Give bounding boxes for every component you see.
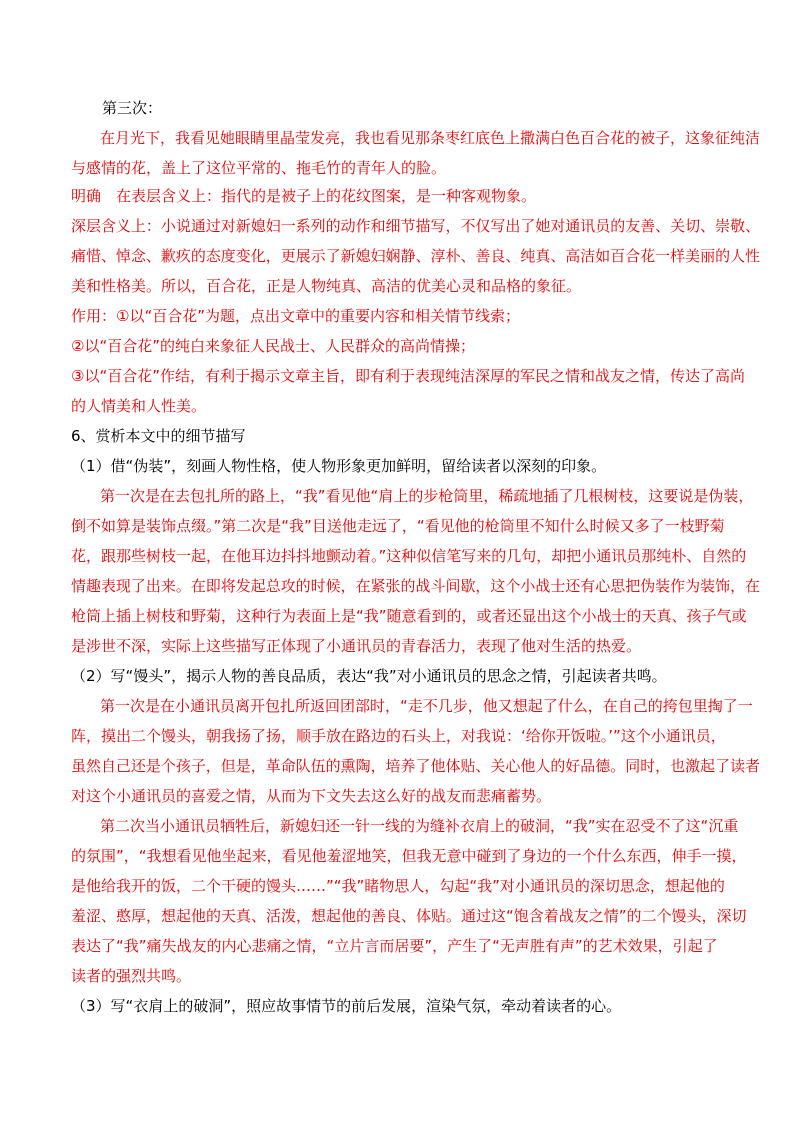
text-line: 对这个小通讯员的喜爱之情，从而为下文失去这么好的战友而悲痛蓄势。 — [71, 787, 552, 805]
text-line: 情趣表现了出来。在即将发起总攻的时候，在紧张的战斗间歇，这个小战士还有心思把伪装作为装饰，在 — [71, 577, 761, 595]
text-line: 的氛围”，“我想看见他坐起来，看见他羞涩地笑，但我无意中碰到了身边的一个什么东西，伸手一摸， — [71, 847, 747, 865]
text-line: 读者的强烈共鸣。 — [71, 967, 192, 985]
text-line: 美和性格美。所以，百合花，正是人物纯真、高洁的优美心灵和品格的象征。 — [71, 277, 582, 295]
text-line: 第三次： — [102, 99, 163, 117]
text-line: ②以“百合花”的纯白来象征人民战士、人民群众的高尚情操； — [71, 337, 475, 355]
text-line: 第一次是在小通讯员离开包扎所返回团部时，“走不几步，他又想起了什么，在自己的挎包里掏了一 — [100, 697, 753, 715]
subheading: （1）借“伪装”，刻画人物性格，使人物形象更加鲜明，留给读者以深刻的印象。 — [71, 457, 607, 475]
text-line: ③以“百合花”作结，有利于揭示文章主旨，即有利于表现纯洁深厚的军民之情和战友之情，传达了高尚 — [71, 367, 745, 385]
text-line: 表达了“我”痛失战友的内心悲痛之情，“立片言而居要”，产生了“无声胜有声”的艺术效果，引起了 — [71, 937, 718, 955]
section-heading: 6、赏析本文中的细节描写 — [71, 427, 246, 445]
text-line: 深层含义上：小说通过对新媳妇一系列的动作和细节描写，不仅写出了她对通讯员的友善、关切、崇敬、 — [71, 217, 761, 235]
text-line: 明确 在表层含义上：指代的是被子上的花纹图案，是一种客观物象。 — [71, 187, 537, 205]
text-line: 第二次当小通讯员牺牲后，新媳妇还一针一线的为缝补衣肩上的破洞，“我”实在忍受不了这“沉重 — [100, 817, 739, 835]
subheading: （2）写“馒头”，揭示人物的善良品质，表达“我”对小通讯员的思念之情，引起读者共鸣。 — [71, 667, 667, 685]
text-line: 枪筒上插上树枝和野菊，这种行为表面上是“我”随意看到的，或者还显出这个小战士的天真、孩子气或 — [71, 607, 747, 625]
text-line: 与感情的花，盖上了这位平常的、拖毛竹的青年人的脸。 — [71, 159, 447, 177]
text-line: 是他给我开的饭，二个干硬的馒头……”“我”睹物思人，勾起“我”对小通讯员的深切思念，想起他的 — [71, 877, 725, 895]
text-line: 痛惜、悼念、歉疚的态度变化，更展示了新媳妇娴静、淳朴、善良、纯真、高洁如百合花一样美丽的人性 — [71, 247, 761, 265]
text-line: 虽然自己还是个孩子，但是，革命队伍的熏陶，培养了他体贴、关心他人的好品德。同时，也激起了读者 — [71, 757, 761, 775]
text-line: 是涉世不深，实际上这些描写正体现了小通讯员的青春活力，表现了他对生活的热爱。 — [71, 637, 642, 655]
text-line: 倒不如算是装饰点缀。”第二次是“我”目送他走远了，“看见他的枪筒里不知什么时候又多了一枝野菊 — [71, 517, 725, 535]
text-line: 第一次是在去包扎所的路上，“我”看见他“肩上的步枪筒里，稀疏地插了几根树枝，这要说是伪装， — [100, 487, 754, 505]
text-line: 的人情美和人性美。 — [71, 397, 207, 415]
text-line: 羞涩、憨厚，想起他的天真、活泼，想起他的善良、体贴。通过这“饱含着战友之情”的二个馒头，深切 — [71, 907, 747, 925]
text-line: 在月光下，我看见她眼睛里晶莹发亮，我也看见那条枣红底色上撒满白色百合花的被子，这象征纯洁 — [100, 129, 761, 147]
subheading: （3）写“衣肩上的破洞”，照应故事情节的前后发展，渲染气氛，牵动着读者的心。 — [71, 997, 622, 1015]
text-line: 阵，摸出二个馒头，朝我扬了扬，顺手放在路边的石头上，对我说：‘给你开饭啦。’”这个小通讯员， — [71, 727, 726, 745]
text-line: 作用：①以“百合花”为题，点出文章中的重要内容和相关情节线索； — [71, 307, 520, 325]
text-line: 花，跟那些树枝一起，在他耳边抖抖地颤动着。”这种似信笔写来的几句，却把小通讯员那纯朴、自然的 — [71, 547, 747, 565]
